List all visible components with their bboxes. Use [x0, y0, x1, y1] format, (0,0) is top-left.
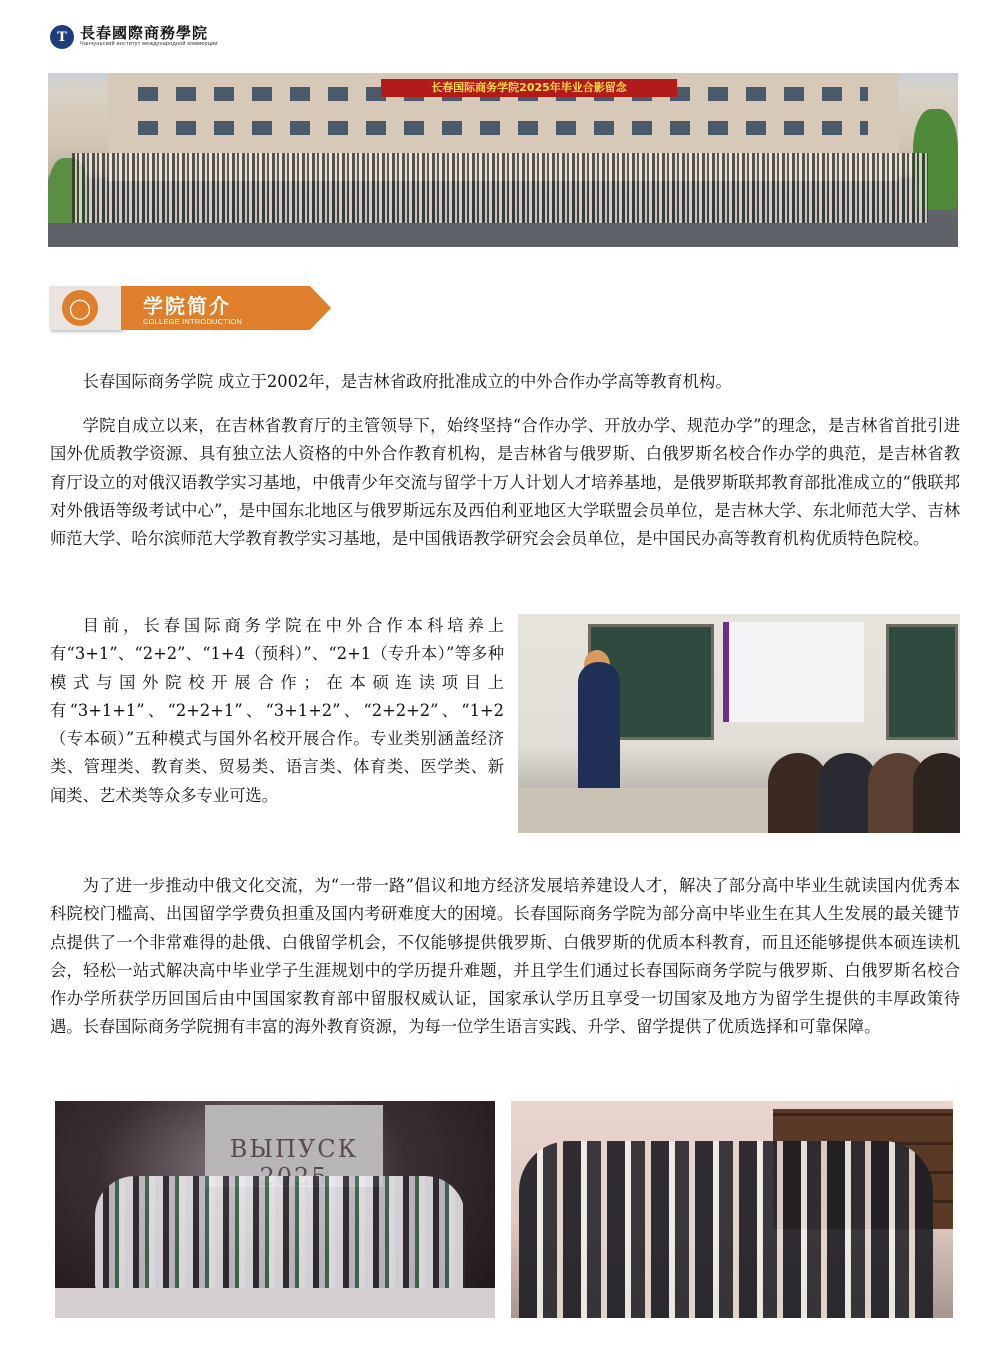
students-group-photo [511, 1101, 953, 1318]
student [913, 753, 960, 833]
intro-paragraph-4: 为了进一步推动中俄文化交流，为“一带一路”倡议和地方经济发展培养建设人才，解决了部分高中毕业生就读国内优秀本科院校门槛高、出国留学学费负担重及国内考研难度大的困境。长春国际商务学院为部分高中毕业生在其人生发展的最关键节点提供了一个非常难得的赴俄、白俄留学机会，不仅能够提供俄罗斯、白俄罗斯的优质本科教育，而且还能够提供本硕连读机会，轻松一站式解决高中毕业学子生涯规划中的学历提升难题，并且学生们通过长春国际商务学院与俄罗斯、白俄罗斯名校合作办学所获学历回国后由中国国家教育部中留服权威认证，国家承认学历且享受一切国家及地方为留学生提供的丰厚政策待遇。长春国际商务学院拥有丰富的海外教育资源，为每一位学生语言实践、升学、留学提供了优质选择和可靠保障。 [50, 876, 960, 1037]
teacher [578, 662, 620, 792]
intro-paragraph-2: 学院自成立以来，在吉林省教育厅的主管领导下，始终坚持“合作办学、开放办学、规范办学”的理念，是吉林省首批引进国外优质教学资源、具有独立法人资格的中外合作教育机构，是吉林省与俄罗斯、白俄罗斯名校合作办学的典范，是吉林省教育厅设立的对俄汉语教学实习基地，中俄青少年交流与留学十万人计划人才培养基地，是俄罗斯联邦教育部批准成立的“俄联邦对外俄语等级考试中心”，是中国东北地区与俄罗斯远东及西伯利亚地区大学联盟会员单位，是吉林大学、东北师范大学、吉林师范大学、哈尔滨师范大学教育教学实习基地，是中国俄语教学研究会会员单位，是中国民办高等教育机构优质特色院校。 [50, 416, 960, 549]
section-heading [49, 286, 279, 330]
graduation-stage-photo [55, 1101, 495, 1318]
chalkboard [886, 624, 958, 740]
banner-caption: 长春国际商务学院2025年毕业合影留念 [381, 79, 677, 97]
logo-russian-name: Чанчуньский институт международной коммерции [80, 40, 218, 47]
projection-screen [723, 622, 864, 722]
section-subtitle: COLLEGE INTRODUCTION [143, 317, 243, 326]
graduates-crowd [72, 153, 928, 225]
students-group [519, 1141, 933, 1318]
graduates-on-stage [95, 1176, 465, 1291]
section-icon-box [49, 286, 121, 330]
stage-backdrop [205, 1105, 383, 1187]
intro-paragraph-3: 目前，长春国际商务学院在中外合作本科培养上有“3+1”、“2+2”、“1+4（预科）”、“2+1（专升本）”等多种模式与国外院校开展合作；在本硕连读项目上有“3+1+1”、“2+2+1”、“3+1+2”、“2+2+2”、“1+2（专本硕）”五种模式与国外名校开展合作。专业类别涵盖经济类、管理类、教育类、贸易类、语言类、体育类、医学类、新闻类、艺术类等众多专业可选。 [50, 616, 504, 805]
classroom-photo [518, 614, 960, 833]
stage-backdrop-title: ВЫПУСК [229, 1135, 359, 1163]
logo-text [80, 26, 218, 48]
section-title: 学院简介 [143, 294, 231, 318]
stage-floor [55, 1288, 495, 1318]
college-logo [50, 22, 218, 52]
graduation-group-photo [48, 73, 958, 247]
ground [48, 223, 958, 247]
logo-emblem-icon: T [50, 25, 74, 49]
logo-chinese-name: 長春國際商務學院 [80, 24, 209, 43]
intro-paragraph-1: 长春国际商务学院 成立于2002年，是吉林省政府批准成立的中外合作办学高等教育机构。 [82, 372, 732, 391]
globe-graduate-icon: ◯ [62, 290, 98, 326]
